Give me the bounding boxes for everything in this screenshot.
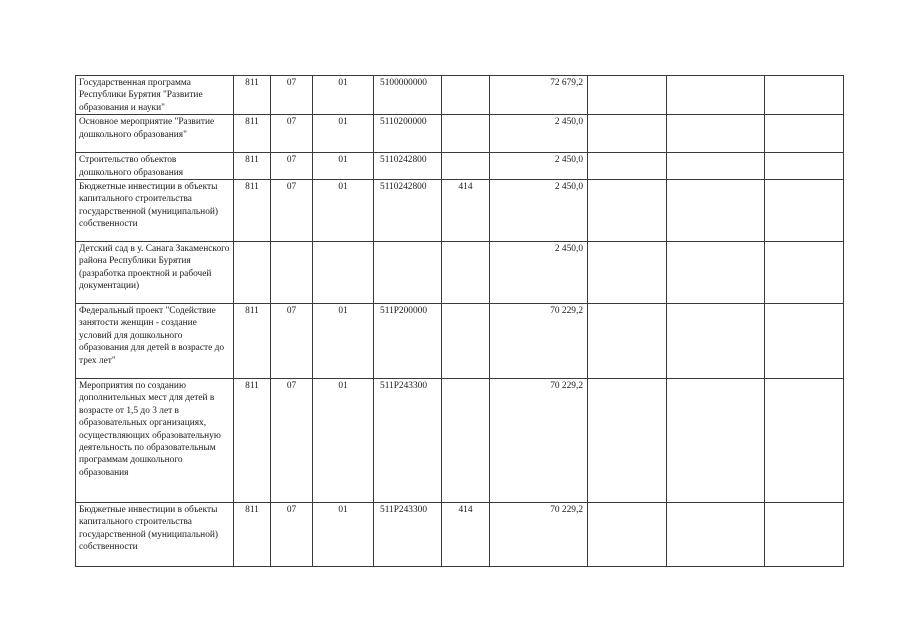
row-name-cell: Детский сад в у. Санага Закаменского района Республики Бурятия (разработка проектной и рабочей документации): [76, 242, 234, 304]
expense-type-cell: [442, 242, 490, 304]
table-row: [76, 503, 844, 567]
empty-cell: [588, 180, 667, 242]
target-article-cell: 511P243300: [374, 379, 442, 503]
grbs-code-cell: [234, 242, 271, 304]
grbs-code-cell: 811: [234, 379, 271, 503]
table-row: [76, 76, 844, 115]
section-code-cell: 07: [271, 180, 313, 242]
empty-cell: [667, 503, 765, 567]
target-article-cell: 5110242800: [374, 180, 442, 242]
section-code-cell: 07: [271, 379, 313, 503]
empty-cell: [765, 115, 844, 153]
table-row: [76, 115, 844, 153]
amount-cell: 70 229,2: [490, 304, 588, 379]
target-article-cell: 511P243300: [374, 503, 442, 567]
section-code-cell: 07: [271, 503, 313, 567]
empty-cell: [765, 379, 844, 503]
section-code-cell: 07: [271, 153, 313, 180]
empty-cell: [667, 242, 765, 304]
table-row: [76, 304, 844, 379]
subsection-code-cell: 01: [313, 304, 374, 379]
row-name-cell: Бюджетные инвестиции в объекты капитального строительства государственной (муниципальной) собственности: [76, 503, 234, 567]
amount-cell: 2 450,0: [490, 153, 588, 180]
expense-type-cell: 414: [442, 180, 490, 242]
subsection-code-cell: 01: [313, 503, 374, 567]
empty-cell: [765, 503, 844, 567]
empty-cell: [765, 242, 844, 304]
grbs-code-cell: 811: [234, 180, 271, 242]
target-article-cell: 511P200000: [374, 304, 442, 379]
empty-cell: [765, 153, 844, 180]
row-name-cell: Мероприятия по созданию дополнительных мест для детей в возрасте от 1,5 до 3 лет в образовательных организациях, осуществляющих образовательную деятельность по образовательным программам дошкольного образования: [76, 379, 234, 503]
budget-table: [75, 75, 844, 567]
table-row: [76, 180, 844, 242]
table-row: [76, 153, 844, 180]
expense-type-cell: [442, 76, 490, 115]
empty-cell: [588, 153, 667, 180]
empty-cell: [667, 115, 765, 153]
empty-cell: [667, 153, 765, 180]
amount-cell: 2 450,0: [490, 115, 588, 153]
empty-cell: [667, 379, 765, 503]
grbs-code-cell: 811: [234, 304, 271, 379]
expense-type-cell: [442, 379, 490, 503]
target-article-cell: 5110200000: [374, 115, 442, 153]
subsection-code-cell: 01: [313, 115, 374, 153]
empty-cell: [667, 76, 765, 115]
amount-cell: 72 679,2: [490, 76, 588, 115]
subsection-code-cell: 01: [313, 153, 374, 180]
table-row: [76, 242, 844, 304]
empty-cell: [588, 242, 667, 304]
target-article-cell: 5100000000: [374, 76, 442, 115]
section-code-cell: 07: [271, 304, 313, 379]
expense-type-cell: [442, 115, 490, 153]
empty-cell: [588, 76, 667, 115]
amount-cell: 2 450,0: [490, 180, 588, 242]
subsection-code-cell: 01: [313, 76, 374, 115]
amount-cell: 70 229,2: [490, 379, 588, 503]
section-code-cell: [271, 242, 313, 304]
table-row: [76, 379, 844, 503]
expense-type-cell: [442, 153, 490, 180]
empty-cell: [765, 76, 844, 115]
subsection-code-cell: 01: [313, 180, 374, 242]
empty-cell: [588, 115, 667, 153]
empty-cell: [588, 304, 667, 379]
expense-type-cell: [442, 304, 490, 379]
amount-cell: 70 229,2: [490, 503, 588, 567]
target-article-cell: [374, 242, 442, 304]
amount-cell: 2 450,0: [490, 242, 588, 304]
section-code-cell: 07: [271, 76, 313, 115]
empty-cell: [765, 180, 844, 242]
row-name-cell: Федеральный проект "Содействие занятости женщин - создание условий для дошкольного образования для детей в возрасте до трех лет": [76, 304, 234, 379]
subsection-code-cell: 01: [313, 379, 374, 503]
empty-cell: [588, 503, 667, 567]
empty-cell: [588, 379, 667, 503]
row-name-cell: Строительство объектов дошкольного образования: [76, 153, 234, 180]
grbs-code-cell: 811: [234, 76, 271, 115]
empty-cell: [667, 180, 765, 242]
target-article-cell: 5110242800: [374, 153, 442, 180]
row-name-cell: Основное мероприятие "Развитие дошкольного образования": [76, 115, 234, 153]
section-code-cell: 07: [271, 115, 313, 153]
empty-cell: [765, 304, 844, 379]
grbs-code-cell: 811: [234, 115, 271, 153]
empty-cell: [667, 304, 765, 379]
row-name-cell: Государственная программа Республики Бурятия "Развитие образования и науки": [76, 76, 234, 115]
grbs-code-cell: 811: [234, 503, 271, 567]
subsection-code-cell: [313, 242, 374, 304]
row-name-cell: Бюджетные инвестиции в объекты капитального строительства государственной (муниципальной) собственности: [76, 180, 234, 242]
expense-type-cell: 414: [442, 503, 490, 567]
grbs-code-cell: 811: [234, 153, 271, 180]
